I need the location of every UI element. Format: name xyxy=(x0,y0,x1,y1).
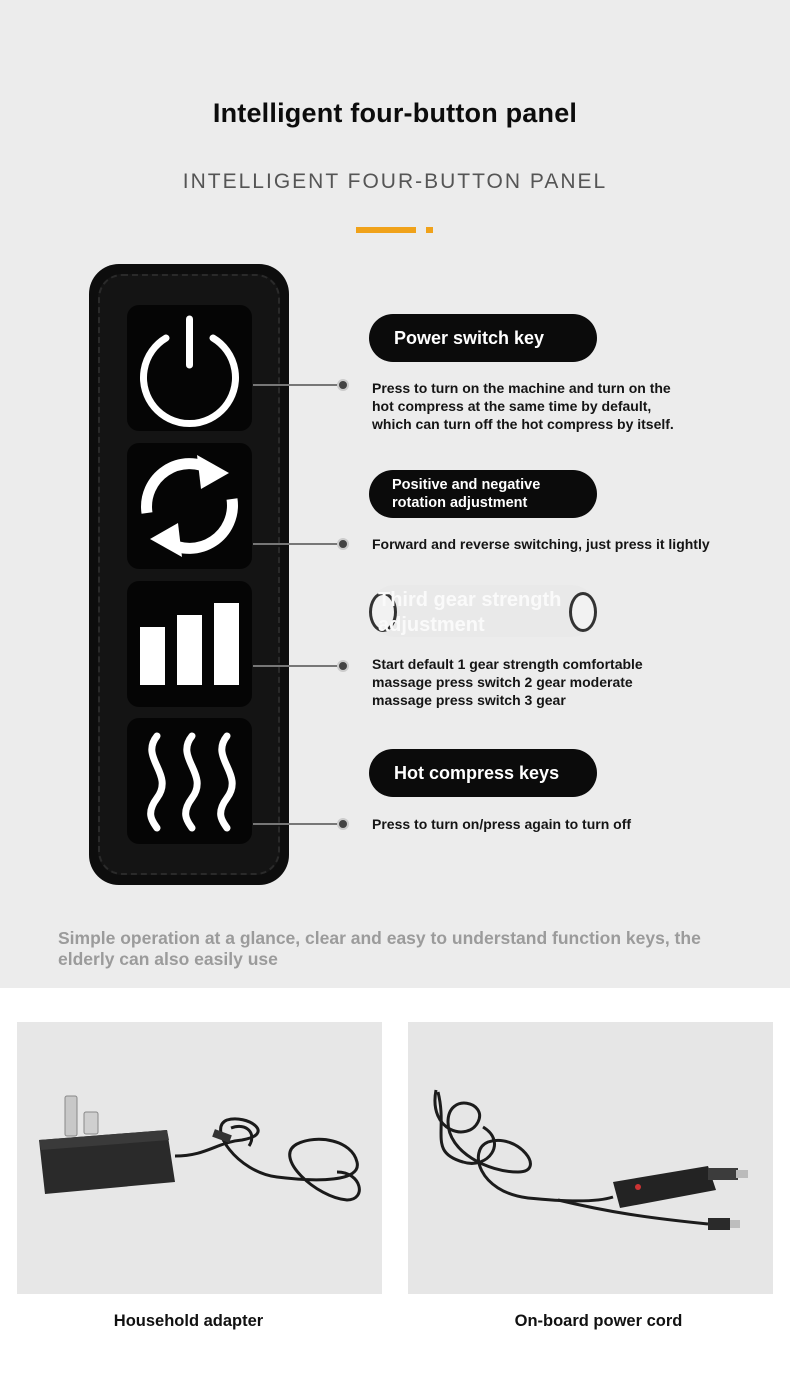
footer-note xyxy=(58,928,758,970)
hot-compress-description: Press to turn on/press again to turn off xyxy=(372,816,632,832)
power-icon xyxy=(127,305,252,431)
car-cord-image xyxy=(408,1022,773,1294)
accent-divider-dot xyxy=(426,227,433,233)
power-desc-line: which can turn off the hot compress by itself. xyxy=(372,416,674,432)
power-desc-line: Press to turn on the machine and turn on the xyxy=(372,380,671,396)
power-switch-description xyxy=(372,379,674,433)
gear-description xyxy=(372,655,643,709)
connector-dot-heat xyxy=(337,818,349,830)
gear-desc-line: massage press switch 3 gear xyxy=(372,692,566,708)
page-title: Intelligent four-button panel xyxy=(212,98,578,128)
strength-key[interactable] xyxy=(127,581,252,707)
heat-key[interactable] xyxy=(127,718,252,844)
four-button-remote xyxy=(89,264,289,885)
connector-line-power xyxy=(253,384,343,386)
heat-waves-icon xyxy=(127,718,252,844)
gear-label-line: adjustment xyxy=(378,614,485,636)
adapter-image xyxy=(17,1022,382,1294)
connector-dot-rotation xyxy=(337,538,349,550)
footer-note-line: Simple operation at a glance, clear and easy to understand function keys, the xyxy=(58,928,701,948)
power-key[interactable] xyxy=(127,305,252,431)
gear-label xyxy=(378,588,593,638)
rotation-icon xyxy=(127,443,252,569)
connector-line-rotation xyxy=(253,543,343,545)
connector-dot-gear xyxy=(337,660,349,672)
onboard-power-cord-caption: On-board power cord xyxy=(514,1312,683,1330)
power-desc-line: hot compress at the same time by default, xyxy=(372,398,652,414)
gear-label-line: Third gear strength xyxy=(378,589,562,611)
connector-line-heat xyxy=(253,823,343,825)
gear-desc-line: massage press switch 2 gear moderate xyxy=(372,674,633,690)
rotation-description: Forward and reverse switching, just press it lightly xyxy=(372,536,710,552)
page-subtitle: INTELLIGENT FOUR-BUTTON PANEL xyxy=(182,170,608,193)
connector-dot-power xyxy=(337,379,349,391)
signal-bars-icon xyxy=(127,581,252,707)
household-adapter-caption: Household adapter xyxy=(113,1312,264,1330)
rotation-label-line: Positive and negative xyxy=(392,477,541,493)
power-switch-label: Power switch key xyxy=(369,314,597,362)
rotation-key[interactable] xyxy=(127,443,252,569)
hot-compress-label: Hot compress keys xyxy=(369,749,597,797)
gear-desc-line: Start default 1 gear strength comfortable xyxy=(372,656,643,672)
household-adapter-photo xyxy=(17,1022,382,1294)
footer-note-line: elderly can also easily use xyxy=(58,949,278,969)
rotation-label-line: rotation adjustment xyxy=(392,495,528,511)
connector-line-gear xyxy=(253,665,343,667)
onboard-power-cord-photo xyxy=(408,1022,773,1294)
rotation-label xyxy=(369,470,597,518)
accent-divider xyxy=(356,227,416,233)
